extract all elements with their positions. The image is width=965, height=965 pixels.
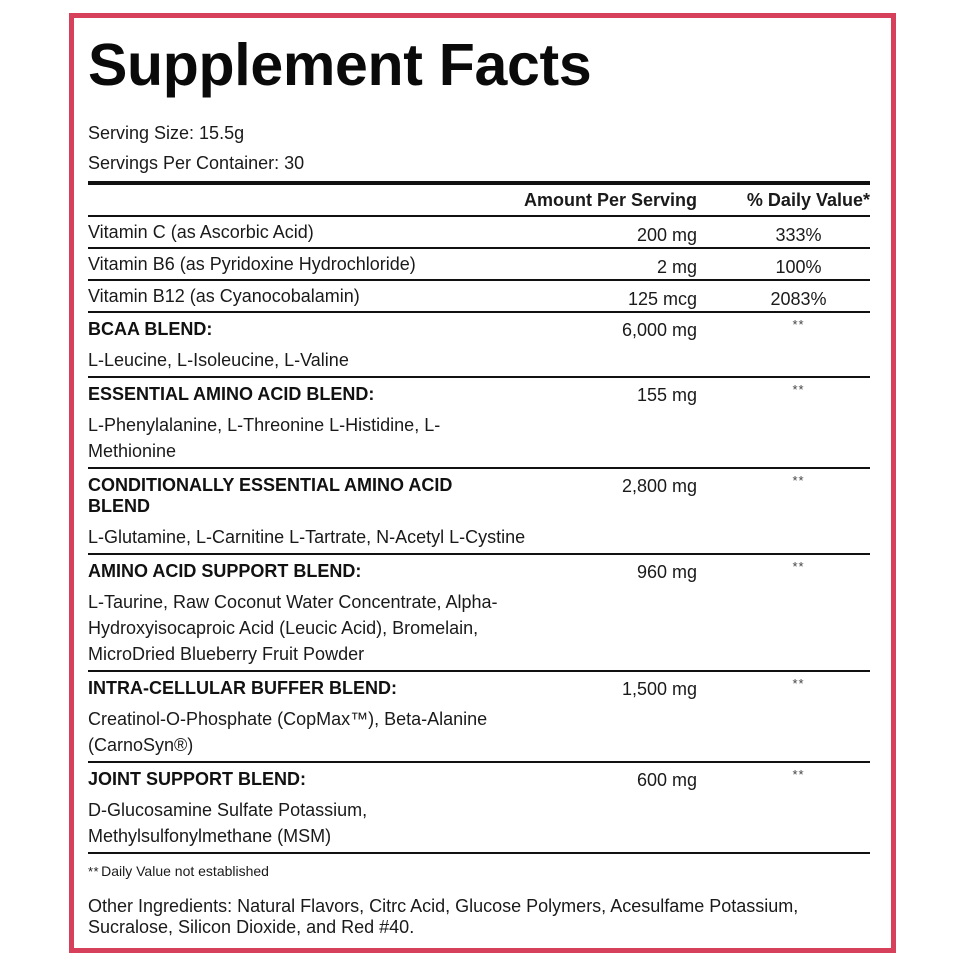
- blend-daily-value: **: [792, 559, 805, 574]
- servings-per-container: Servings Per Container: 30: [88, 153, 305, 173]
- table-header: [88, 185, 870, 215]
- nutrient-daily-value: 333%: [775, 224, 822, 245]
- blend-ingredients: L-Glutamine, L-Carnitine L-Tartrate, N-Acetyl L-Cystine: [88, 527, 526, 547]
- blend-daily-value: **: [792, 317, 805, 332]
- supplement-facts-panel: [88, 13, 870, 938]
- blend-title: AMINO ACID SUPPORT BLEND:: [88, 561, 362, 581]
- nutrient-amount: 200 mg: [636, 224, 697, 245]
- blend-daily-value: **: [792, 382, 805, 397]
- nutrient-daily-value: 100%: [775, 256, 822, 277]
- nutrient-daily-value: 2083%: [770, 288, 827, 309]
- blend-ingredients: Creatinol-O-Phosphate (CopMax™), Beta-Alanine (CarnoSyn®): [88, 709, 488, 755]
- blend-ingredients: L-Phenylalanine, L-Threonine L-Histidine, L-Methionine: [88, 415, 441, 461]
- nutrient-amount: 125 mcg: [627, 288, 697, 309]
- blend-amount: 155 mg: [636, 385, 697, 405]
- table-row-amino-acid-support-blend: [88, 555, 870, 670]
- blend-daily-value: **: [792, 473, 805, 488]
- table-row-essential-amino-acid-blend: [88, 378, 870, 467]
- blend-title: ESSENTIAL AMINO ACID BLEND:: [88, 384, 375, 404]
- table-row-intra-cellular-buffer-blend: [88, 672, 870, 761]
- footnote-stars: **: [88, 864, 100, 879]
- other-ingredients: Other Ingredients: Natural Flavors, Citrc Acid, Glucose Polymers, Acesulfame Potassium, Sucralose, Silicon Dioxide, and Red #40.: [88, 896, 799, 937]
- footnote-text: Daily Value not established: [101, 863, 269, 879]
- blend-ingredients: L-Taurine, Raw Coconut Water Concentrate, Alpha-Hydroxyisocaproic Acid (Leucic Acid), Bromelain, MicroDried Blueberry Fruit Powder: [88, 592, 498, 664]
- blend-title: JOINT SUPPORT BLEND:: [88, 769, 307, 789]
- nutrient-name: Vitamin B6 (as Pyridoxine Hydrochloride): [88, 253, 416, 274]
- header-amount-per-serving: Amount Per Serving: [523, 189, 697, 210]
- nutrient-name: Vitamin C (as Ascorbic Acid): [88, 221, 314, 242]
- blend-title: CONDITIONALLY ESSENTIAL AMINO ACID BLEND: [88, 475, 453, 516]
- table-row-vitamin-b12: [88, 281, 870, 311]
- table-row-vitamin-c: [88, 217, 870, 247]
- blend-title: INTRA-CELLULAR BUFFER BLEND:: [88, 678, 397, 698]
- table-row-joint-support-blend: [88, 763, 870, 852]
- nutrient-amount: 2 mg: [656, 256, 697, 277]
- blend-amount: 600 mg: [636, 770, 697, 790]
- serving-size: Serving Size: 15.5g: [88, 123, 245, 143]
- divider: [88, 852, 870, 854]
- blend-daily-value: **: [792, 676, 805, 691]
- blend-amount: 1,500 mg: [621, 679, 697, 699]
- nutrient-name: Vitamin B12 (as Cyanocobalamin): [88, 285, 360, 306]
- blend-daily-value: **: [792, 767, 805, 782]
- blend-amount: 6,000 mg: [621, 320, 697, 340]
- table-row-bcaa-blend: [88, 313, 870, 376]
- blend-ingredients: L-Leucine, L-Isoleucine, L-Valine: [88, 350, 349, 370]
- page-title: Supplement Facts: [88, 32, 592, 98]
- table-row-conditionally-essential-amino-acid-blend: [88, 469, 870, 553]
- header-daily-value: % Daily Value*: [746, 189, 870, 210]
- blend-title: BCAA BLEND:: [88, 319, 213, 339]
- blend-amount: 2,800 mg: [621, 476, 697, 496]
- daily-value-footnote: [88, 863, 870, 879]
- blend-ingredients: D-Glucosamine Sulfate Potassium, Methylsulfonylmethane (MSM): [88, 800, 368, 846]
- table-row-vitamin-b6: [88, 249, 870, 279]
- blend-amount: 960 mg: [636, 562, 697, 582]
